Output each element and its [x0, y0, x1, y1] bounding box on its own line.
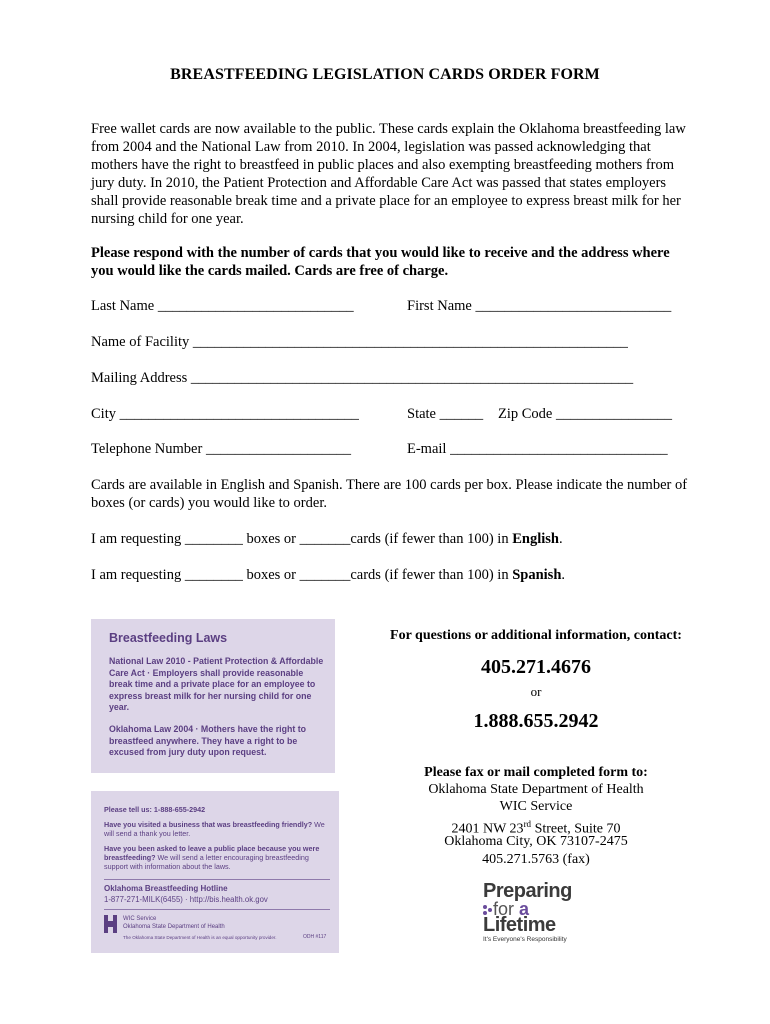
card-oklahoma-law: Oklahoma Law 2004 · Mothers have the right to breastfeed anywhere. They have a right to be excused from jury duty upon request. [109, 724, 306, 758]
card-q2-bold: Have you been asked to leave a public place because you were breastfeeding? [104, 844, 320, 862]
card-divider [104, 879, 330, 880]
email-field[interactable]: E-mail ______________________________ [407, 441, 668, 457]
street-ordinal: rd [523, 819, 532, 829]
mail-org: Oklahoma State Department of Health [428, 782, 644, 797]
last-name-field[interactable]: Last Name ___________________________ [91, 298, 354, 314]
phone-number-2: 1.888.655.2942 [473, 710, 599, 732]
card-hotline-title: Oklahoma Breastfeeding Hotline [104, 884, 228, 893]
logo-for: for [493, 899, 515, 919]
english-label: English [512, 531, 559, 547]
spanish-request-line[interactable] [91, 567, 565, 584]
facility-name-field[interactable]: Name of Facility ____________________________________________________________ [91, 334, 628, 350]
card-code: ODH #117 [303, 934, 327, 940]
card-national-law: National Law 2010 - Patient Protection & Affordable Care Act · Employers shall provide reasonable break time and a private place for an employee to express breast milk for her nursing child for one year. [109, 656, 324, 713]
name-row [91, 298, 681, 318]
city-field[interactable]: City _________________________________ [91, 406, 359, 422]
instructions-paragraph: Please respond with the number of cards that you would like to receive and the address where you would like the cards mailed. Cards are free of charge. [91, 245, 670, 279]
card-eoe: The Oklahoma State Department of Health is an equal opportunity provider. [123, 935, 277, 940]
health-department-icon [104, 915, 117, 933]
english-request-text: I am requesting ________ boxes or _______cards (if fewer than 100) in [91, 531, 513, 547]
phone-number-1: 405.271.4676 [481, 656, 591, 678]
spanish-label: Spanish [512, 567, 562, 583]
spanish-request-text: I am requesting ________ boxes or _______cards (if fewer than 100) in [91, 567, 513, 583]
intro-paragraph: Free wallet cards are now available to the public. These cards explain the Oklahoma breastfeeding law from 2004 and the National Law from 2010. In 2004, legislation was passed acknowledging that mothers have the right to breastfeed in public places and also exempting breastfeeding mothers from jury duty. In 2010, the Patient Protection and Affordable Care Act was passed that states employers shall provide reasonable break time and a private place for an employee to express breast milk for her nursing child for one year. [91, 121, 686, 227]
fax-number: 405.271.5763 (fax) [482, 852, 590, 867]
card-question-1 [104, 820, 334, 838]
card-back-image [91, 791, 339, 953]
logo-tagline: It's Everyone's Responsibility [483, 936, 567, 943]
or-label: or [530, 684, 542, 699]
logo-a: a [519, 899, 530, 919]
mailing-address-field[interactable]: Mailing Address _____________________________________________________________ [91, 370, 634, 386]
english-request-end: . [558, 531, 563, 547]
fax-mail-heading: Please fax or mail completed form to: [424, 765, 648, 780]
card-tell-us: Please tell us: 1-888-655-2942 [104, 805, 206, 814]
card-org-1: WIC Service [123, 916, 157, 922]
mail-city: Oklahoma City, OK 73107-2475 [444, 834, 628, 849]
contact-heading: For questions or additional information, contact: [390, 628, 682, 643]
card-question-2 [104, 844, 334, 871]
logo-line-3: Lifetime [483, 914, 556, 936]
first-name-field[interactable]: First Name ___________________________ [407, 298, 672, 314]
logo-line-1: Preparing [483, 880, 572, 902]
phone-email-row [91, 441, 681, 461]
availability-paragraph: Cards are available in English and Spanish. There are 100 cards per box. Please indicate the number of boxes (or cards) you would like to order. [91, 477, 688, 511]
city-state-zip-row [91, 406, 681, 426]
street-rest: Street, Suite 70 [531, 821, 621, 837]
spanish-request-end: . [561, 567, 566, 583]
facility-row [91, 334, 681, 354]
card-q2-rest: We will send a letter encouraging breastfeeding support with information about the laws. [104, 853, 309, 871]
card-front-title: Breastfeeding Laws [109, 631, 228, 645]
card-q1-rest: We will send a thank you letter. [104, 820, 325, 838]
mail-dept: WIC Service [499, 799, 573, 814]
card-q1-bold: Have you visited a business that was breastfeeding friendly? [104, 820, 313, 829]
street-number: 2401 NW 23 [451, 821, 524, 837]
zip-code-field[interactable]: Zip Code ________________ [498, 406, 672, 422]
telephone-field[interactable]: Telephone Number ____________________ [91, 441, 351, 457]
card-org-2: Oklahoma State Department of Health [123, 924, 225, 930]
address-row [91, 370, 681, 390]
form-title: BREASTFEEDING LEGISLATION CARDS ORDER FORM [170, 66, 600, 83]
preparing-for-a-lifetime-logo [479, 882, 599, 946]
card-divider [104, 909, 330, 910]
english-request-line[interactable] [91, 531, 563, 548]
state-field[interactable]: State ______ [407, 406, 484, 422]
card-front-image [91, 619, 335, 773]
card-hotline: 1-877-271-MILK(6455) · http://bis.health.ok.gov [104, 895, 268, 904]
